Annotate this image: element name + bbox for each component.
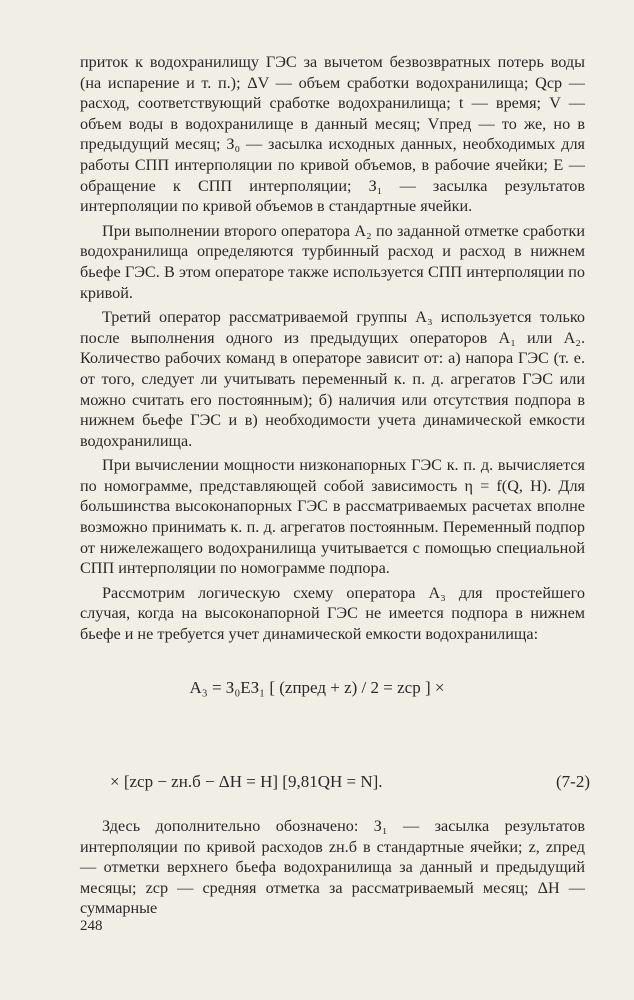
paragraph-after-formula: Здесь дополнительно обозначено: З₁ — засылка результатов интерполяции по кривой расходов zн.б в стандартные ячейки; z, zпред — отметки верхнего бьефа водохранилища за данный и предыдущий месяцы; zср — средняя отметка за рассматриваемый месяц; ΔH — суммарные	[80, 817, 585, 918]
paragraph-1: приток к водохранилищу ГЭС за вычетом безвозвратных потерь воды (на испарение и т. п.); ΔV — объем сработки водохранилища; Qср — расход, соответствующий сработке водохранилища; t — время; V — объем воды в водохранилище в данный месяц; Vпред — то же, но в предыдущий месяц; З₀ — засылка исходных данных, необходимых для работы СПП интерполяции по кривой объемов, в рабочие ячейки; E — обращение к СПП интерполяции; З₁ — засылка результатов интерполяции по кривой объемов в стандартные ячейки.	[80, 53, 585, 216]
formula-line-2-wrapper	[110, 772, 590, 792]
paragraph-5: Рассмотрим логическую схему оператора A₃ для простейшего случая, когда на высоконапорной ГЭС не имеется подпора в нижнем бьефе и не требуется учет динамической емкости водохранилища:	[80, 583, 585, 644]
after-formula-text	[80, 816, 585, 923]
paragraph-3: Третий оператор рассматриваемой группы A₃ используется только после выполнения одного из предыдущих операторов A₁ или A₂. Количество рабочих команд в операторе зависит от: а) напора ГЭС (т. е. от того, следует ли учитывать переменный к. п. д. агрегатов ГЭС или можно считать его постоянным); б) наличия или отсутствия подпора в нижнем бьефе ГЭС и в) необходимости учета динамической емкости водохранилища.	[80, 308, 585, 450]
paragraph-2: При выполнении второго оператора A₂ по заданной отметке сработки водохранилища определяются турбинный расход и расход в нижнем бьефе ГЭС. В этом операторе также используется СПП интерполяции по кривой.	[80, 221, 585, 302]
formula-line-1: A₃ = З₀EЗ₁ [ (zпред + z) / 2 = zср ] ×	[189, 678, 445, 697]
main-text	[80, 52, 585, 649]
equation-number: (7-2)	[556, 772, 590, 791]
paragraph-4: При вычислении мощности низконапорных ГЭС к. п. д. вычисляется по номограмме, представляющей собой зависимость η = f(Q, H). Для большинства высоконапорных ГЭС в рассматриваемых расчетах вполне возможно принимать к. п. д. агрегатов постоянным. Переменный подпор от нижележащего водохранилища учитывается с помощью специальной СПП интерполяции по номограмме подпора.	[80, 456, 585, 578]
page-number: 248	[80, 918, 103, 934]
formula-line-2: × [zср − zн.б − ΔH = H] [9,81QH = N].	[110, 772, 383, 791]
